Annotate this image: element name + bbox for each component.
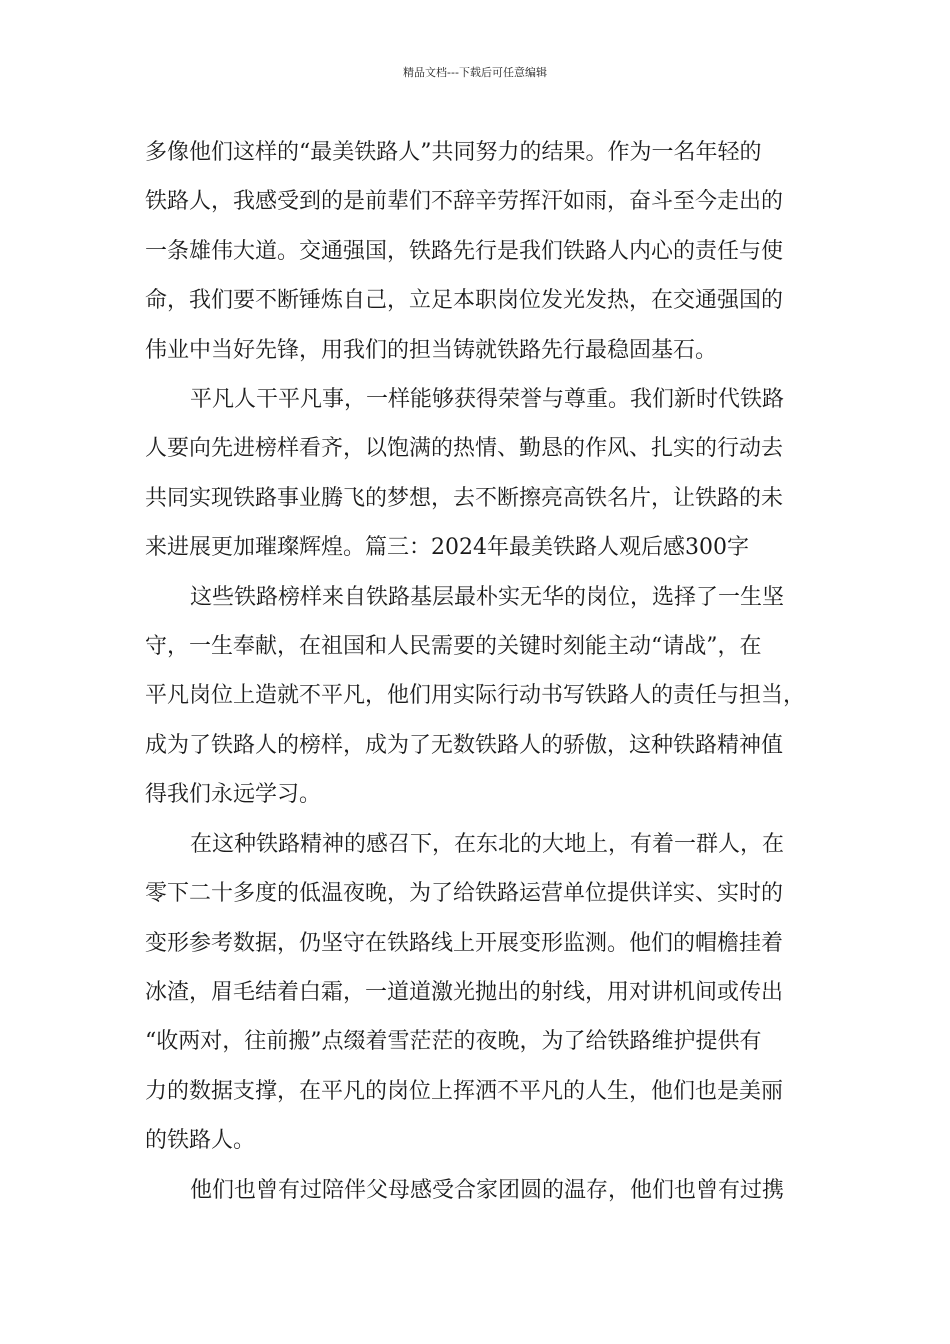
paragraph-line: 力的数据支撑，在平凡的岗位上挥洒不平凡的人生，他们也是美丽: [145, 1078, 784, 1104]
paragraph-line: 平凡岗位上造就不平凡，他们用实际行动书写铁路人的责任与担当，: [145, 683, 806, 709]
paragraph-line: 冰渣，眉毛结着白霜，一道道激光抛出的射线，用对讲机间或传出: [145, 979, 784, 1005]
paragraph-line: 平凡人干平凡事，一样能够获得荣誉与尊重。我们新时代铁路: [190, 387, 785, 413]
paragraph-line: “收两对，往前搬”点缀着雪茫茫的夜晚，为了给铁路维护提供有: [145, 1029, 762, 1055]
paragraph-line: 来进展更加璀璨辉煌。篇三：2024年最美铁路人观后感300字: [145, 535, 749, 561]
paragraph-line: 在这种铁路精神的感召下，在东北的大地上，有着一群人，在: [190, 831, 785, 857]
paragraph-line: 伟业中当好先锋，用我们的担当铸就铁路先行最稳固基石。: [145, 337, 718, 363]
paragraph-line: 零下二十多度的低温夜晚，为了给铁路运营单位提供详实、实时的: [145, 881, 784, 907]
paragraph-line: 多像他们这样的“最美铁路人”共同努力的结果。作为一名年轻的: [145, 140, 762, 165]
paragraph-line: 的铁路人。: [145, 1128, 256, 1154]
paragraph-3: [145, 573, 825, 820]
page-header: 精品文档---下载后可任意编辑: [403, 66, 547, 79]
paragraph-line: 命，我们要不断锤炼自己，立足本职岗位发光发热，在交通强国的: [145, 288, 784, 314]
paragraph-1: [145, 128, 825, 375]
paragraph-line: 成为了铁路人的榜样，成为了无数铁路人的骄傲，这种铁路精神值: [145, 732, 784, 758]
paragraph-line: 得我们永远学习。: [145, 782, 322, 808]
paragraph-2: [145, 375, 825, 573]
paragraph-line: 他们也曾有过陪伴父母感受合家团圆的温存，他们也曾有过携: [190, 1177, 785, 1203]
paragraph-line: 人要向先进榜样看齐，以饱满的热情、勤恳的作风、扎实的行动去: [145, 436, 784, 462]
document-body: [145, 128, 825, 1215]
paragraph-line: 这些铁路榜样来自铁路基层最朴实无华的岗位，选择了一生坚: [190, 584, 785, 610]
paragraph-line: 变形参考数据，仍坚守在铁路线上开展变形监测。他们的帽檐挂着: [145, 930, 784, 956]
paragraph-line: 守，一生奉献，在祖国和人民需要的关键时刻能主动“请战”，在: [145, 634, 762, 660]
paragraph-4: [145, 820, 825, 1166]
paragraph-5: [145, 1166, 825, 1215]
paragraph-line: 共同实现铁路事业腾飞的梦想，去不断擦亮高铁名片，让铁路的未: [145, 485, 784, 511]
paragraph-line: 一条雄伟大道。交通强国，铁路先行是我们铁路人内心的责任与使: [145, 238, 784, 264]
paragraph-line: 铁路人，我感受到的是前辈们不辞辛劳挥汗如雨，奋斗至今走出的: [145, 189, 784, 215]
